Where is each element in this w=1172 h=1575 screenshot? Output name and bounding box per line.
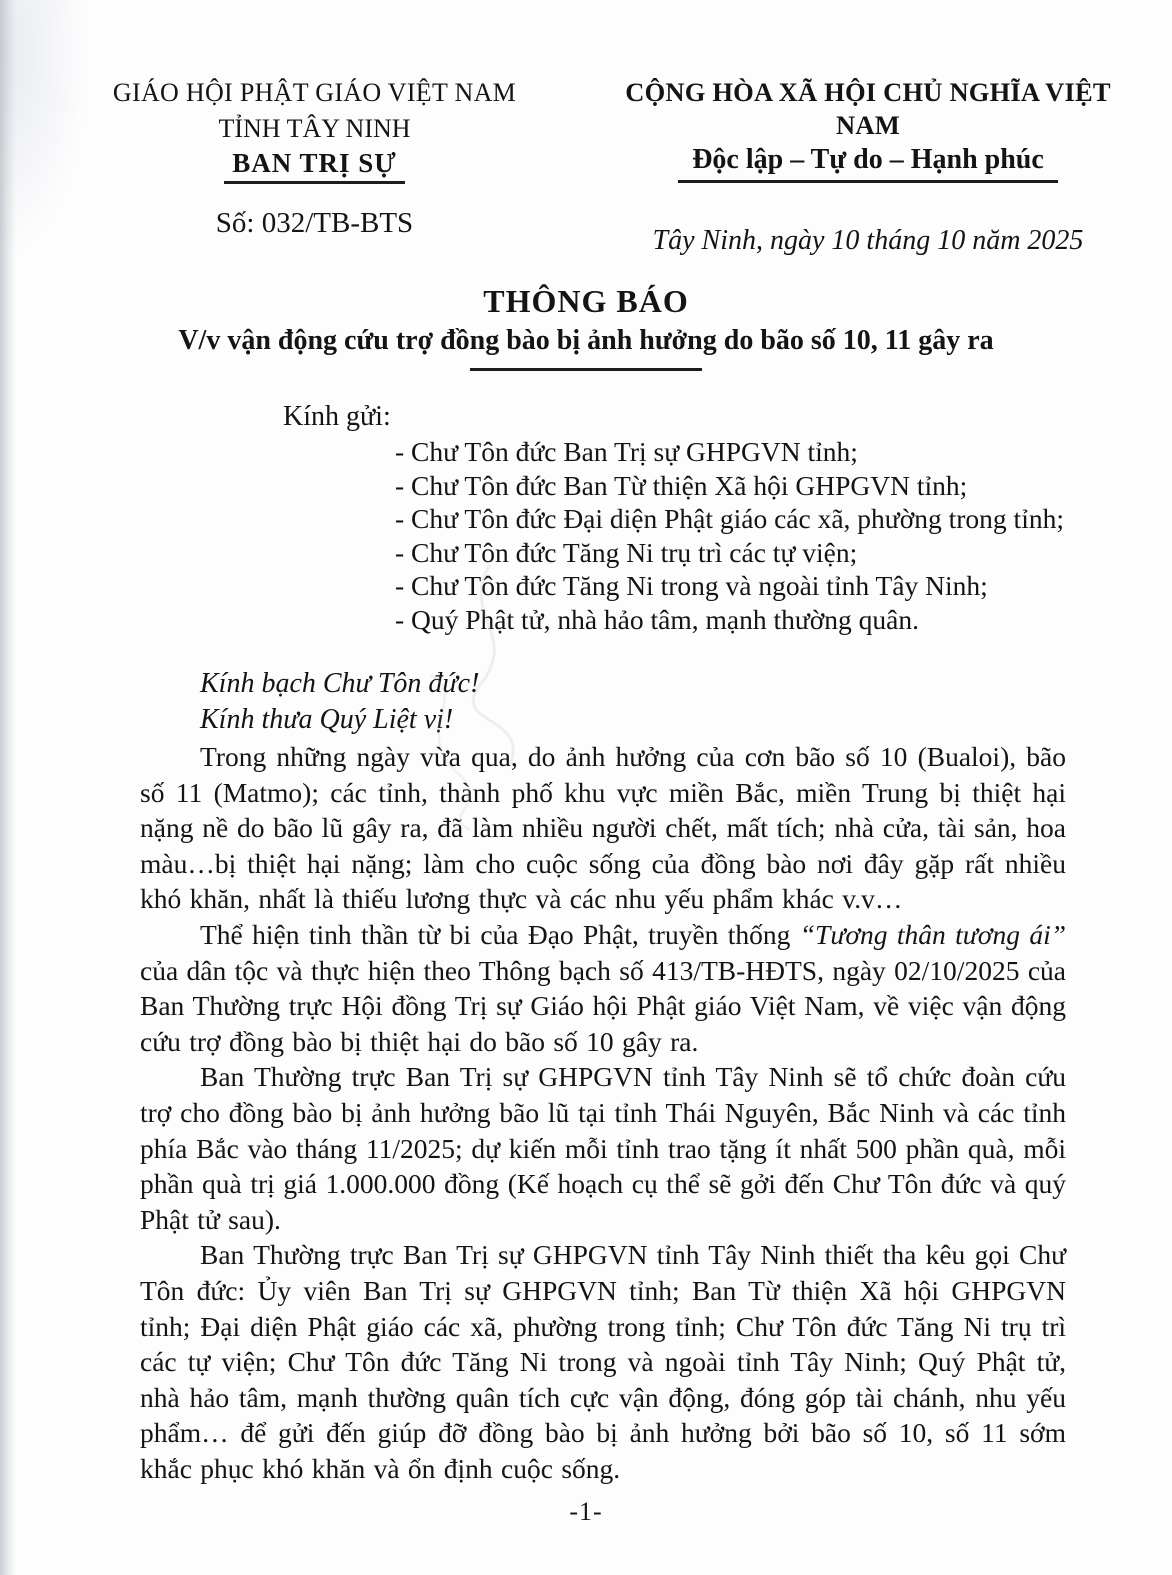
paragraph-2-pre: Thể hiện tinh thần từ bi của Đạo Phật, truyền thống: [200, 918, 800, 950]
document-title: THÔNG BÁO: [483, 283, 689, 319]
title-block: [0, 283, 1172, 371]
salutation-line: Kính thưa Quý Liệt vị!: [200, 704, 454, 735]
paragraph-2-quote: “Tương thân tương ái”: [799, 918, 1066, 950]
org-name-line2: TỈNH TÂY NINH: [218, 114, 411, 143]
issuing-org-block: [92, 76, 537, 257]
national-title: CỘNG HÒA XÃ HỘI CHỦ NGHĨA VIỆT NAM: [625, 77, 1111, 140]
paragraph-1: Trong những ngày vừa qua, do ảnh hưởng của cơn bão số 10 (Bualoi), bão số 11 (Matmo); các tỉnh, thành phố khu vực miền Bắc, miền Trung bị thiệt hại nặng nề do bão lũ gây ra, đã làm nhiều người chết, mất tích; nhà cửa, tài sản, hoa màu…bị thiệt hại nặng; làm cho cuộc sống của đồng bào nơi đây gặp rất nhiều khó khăn, nhất là thiếu lương thực và các nhu yếu phẩm khác v.v…: [140, 741, 1066, 915]
body-paragraphs: [140, 739, 1066, 1486]
org-name-line3: BAN TRỊ SỰ: [224, 148, 405, 184]
salutations: [200, 666, 1066, 738]
place-date-line: Tây Ninh, ngày 10 tháng 10 năm 2025: [652, 225, 1084, 256]
paragraph-3: Ban Thường trực Ban Trị sự GHPGVN tỉnh Tây Ninh sẽ tổ chức đoàn cứu trợ cho đồng bào bị ảnh hưởng bão lũ tại tỉnh Thái Nguyên, Bắc Ninh và các tỉnh phía Bắc vào tháng 11/2025; dự kiến mỗi tỉnh trao tặng ít nhất 500 phần quà, mỗi phần quà trị giá 1.000.000 đồng (Kế hoạch cụ thể sẽ gởi đến Chư Tôn đức và quý Phật tử sau).: [140, 1061, 1066, 1235]
document-header: [0, 0, 1172, 257]
recipient-item: - Chư Tôn đức Ban Trị sự GHPGVN tỉnh;: [395, 436, 858, 467]
national-motto-block: [592, 76, 1144, 257]
national-motto: Độc lập – Tự do – Hạnh phúc: [678, 144, 1058, 183]
org-name-line1: GIÁO HỘI PHẬT GIÁO VIỆT NAM: [112, 78, 517, 107]
recipient-item: - Chư Tôn đức Ban Từ thiện Xã hội GHPGVN tỉnh;: [395, 469, 968, 501]
org-name-line3-wrap: [92, 145, 537, 184]
recipient-item: - Chư Tôn đức Tăng Ni trụ trì các tự viện;: [395, 536, 858, 568]
paragraph-4: Ban Thường trực Ban Trị sự GHPGVN tỉnh Tây Ninh thiết tha kêu gọi Chư Tôn đức: Ủy viên Ban Trị sự GHPGVN tỉnh; Ban Từ thiện Xã hội GHPGVN tỉnh; Đại diện Phật giáo các xã, phường trong tỉnh; Chư Tôn đức Tăng Ni trụ trì các tự viện; Chư Tôn đức Tăng Ni trong và ngoài tỉnh Tây Ninh; Quý Phật tử, nhà hảo tâm, mạnh thường quân tích cực vận động, đóng góp tài chánh, nhu yếu phẩm… để gửi đến giúp đỡ đồng bào bị ảnh hưởng bởi bão số 10, số 11 sớm khắc phục khó khăn và ổn định cuộc sống.: [140, 1239, 1066, 1484]
document-subtitle: V/v vận động cứu trợ đồng bào bị ảnh hưởng do bão số 10, 11 gây ra: [178, 325, 994, 356]
recipient-item: - Chư Tôn đức Đại diện Phật giáo các xã, phường trong tỉnh;: [395, 503, 1064, 534]
recipient-list: [395, 435, 1066, 636]
salutation-line: Kính bạch Chư Tôn đức!: [200, 668, 480, 699]
recipients-label: Kính gửi:: [283, 401, 391, 432]
title-divider: [470, 368, 702, 371]
document-number: Số: 032/TB-BTS: [215, 207, 414, 239]
recipients-section: [140, 401, 1066, 636]
document-body: [0, 401, 1172, 1486]
recipient-item: - Quý Phật tử, nhà hảo tâm, mạnh thường quân.: [395, 603, 919, 635]
paragraph-2: [140, 917, 1066, 1059]
paragraph-2-post: của dân tộc và thực hiện theo Thông bạch số 413/TB-HĐTS, ngày 02/10/2025 của Ban Thường trực Hội đồng Trị sự Giáo hội Phật giáo Việt Nam, về việc vận động cứu trợ đồng bào bị thiệt hại do bão số 10 gây ra.: [140, 954, 1066, 1057]
national-motto-wrap: [592, 142, 1144, 183]
page-number: -1-: [569, 1497, 603, 1526]
page-footer: [0, 1497, 1172, 1527]
recipient-item: - Chư Tôn đức Tăng Ni trong và ngoài tỉnh Tây Ninh;: [395, 570, 988, 601]
